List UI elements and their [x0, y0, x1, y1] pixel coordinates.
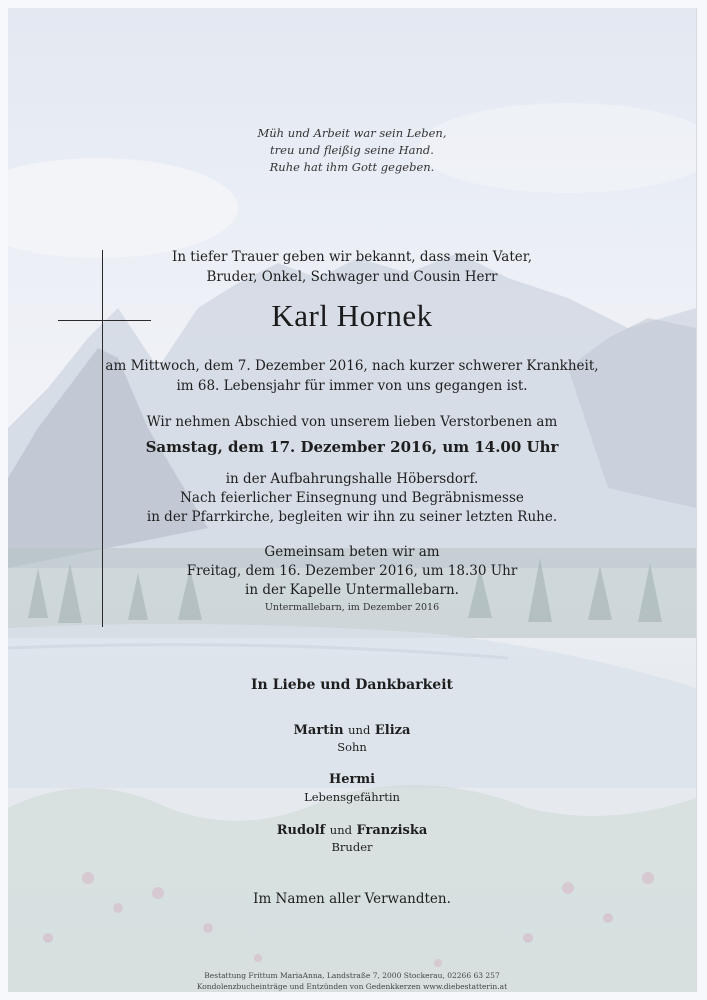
- intro-line-2: Bruder, Onkel, Schwager und Cousin Herr: [206, 269, 498, 285]
- mourner-1-name-1: Martin: [293, 723, 344, 738]
- mourner-1-name-2: Eliza: [374, 723, 411, 738]
- funeral-details-line-1: in der Aufbahrungshalle Höbersdorf.: [225, 471, 479, 487]
- mourner-1-role: Sohn: [337, 740, 367, 754]
- closing-heading: In Liebe und Dankbarkeit: [251, 677, 453, 693]
- mourner-2-role: Lebensgefährtin: [304, 790, 400, 804]
- mourner-2-name: Hermi: [328, 772, 376, 787]
- funeral-details-line-2: Nach feierlicher Einsegnung und Begräbnismesse: [180, 490, 524, 506]
- footer-line-2: Kondolenzbucheinträge und Entzünden von Gedenkkerzen www.diebestatterin.at: [196, 982, 508, 991]
- deceased-name: Karl Hornek: [271, 298, 433, 333]
- mourner-3-name-2: Franziska: [356, 823, 428, 838]
- farewell-intro: Wir nehmen Abschied von unserem lieben Verstorbenen am: [146, 414, 558, 430]
- motto-line-2: treu und fleißig seine Hand.: [270, 143, 434, 157]
- obituary-page: [8, 8, 697, 992]
- funeral-details-line-3: in der Pfarrkirche, begleiten wir ihn zu seiner letzten Ruhe.: [146, 509, 558, 525]
- death-notice-line-2: im 68. Lebensjahr für immer von uns gegangen ist.: [176, 378, 528, 394]
- mourner-3-role: Bruder: [331, 840, 373, 854]
- prayer-line-3: in der Kapelle Untermallebarn.: [245, 582, 459, 598]
- prayer-line-2: Freitag, dem 16. Dezember 2016, um 18.30 Uhr: [186, 563, 518, 579]
- mourner-1-conj: und: [348, 723, 371, 737]
- mourner-3-name-1: Rudolf: [276, 823, 326, 838]
- mourner-3-conj: und: [329, 823, 352, 837]
- mourner-1-names: [8, 721, 696, 740]
- footer-line-1: Bestattung Frittum MariaAnna, Landstraße 7, 2000 Stockerau, 02266 63 257: [204, 971, 500, 980]
- death-notice-line-1: am Mittwoch, dem 7. Dezember 2016, nach kurzer schwerer Krankheit,: [105, 358, 599, 374]
- funeral-date: Samstag, dem 17. Dezember 2016, um 14.00 Uhr: [145, 438, 559, 456]
- mourner-3-names: [8, 821, 696, 840]
- intro-line-1: In tiefer Trauer geben wir bekannt, dass mein Vater,: [171, 249, 532, 265]
- prayer-line-1: Gemeinsam beten wir am: [264, 544, 440, 560]
- motto-line-1: Müh und Arbeit war sein Leben,: [257, 126, 447, 140]
- place-date: Untermallebarn, im Dezember 2016: [264, 602, 440, 613]
- motto-line-3: Ruhe hat ihm Gott gegeben.: [269, 160, 435, 174]
- relatives-line: Im Namen aller Verwandten.: [253, 891, 451, 907]
